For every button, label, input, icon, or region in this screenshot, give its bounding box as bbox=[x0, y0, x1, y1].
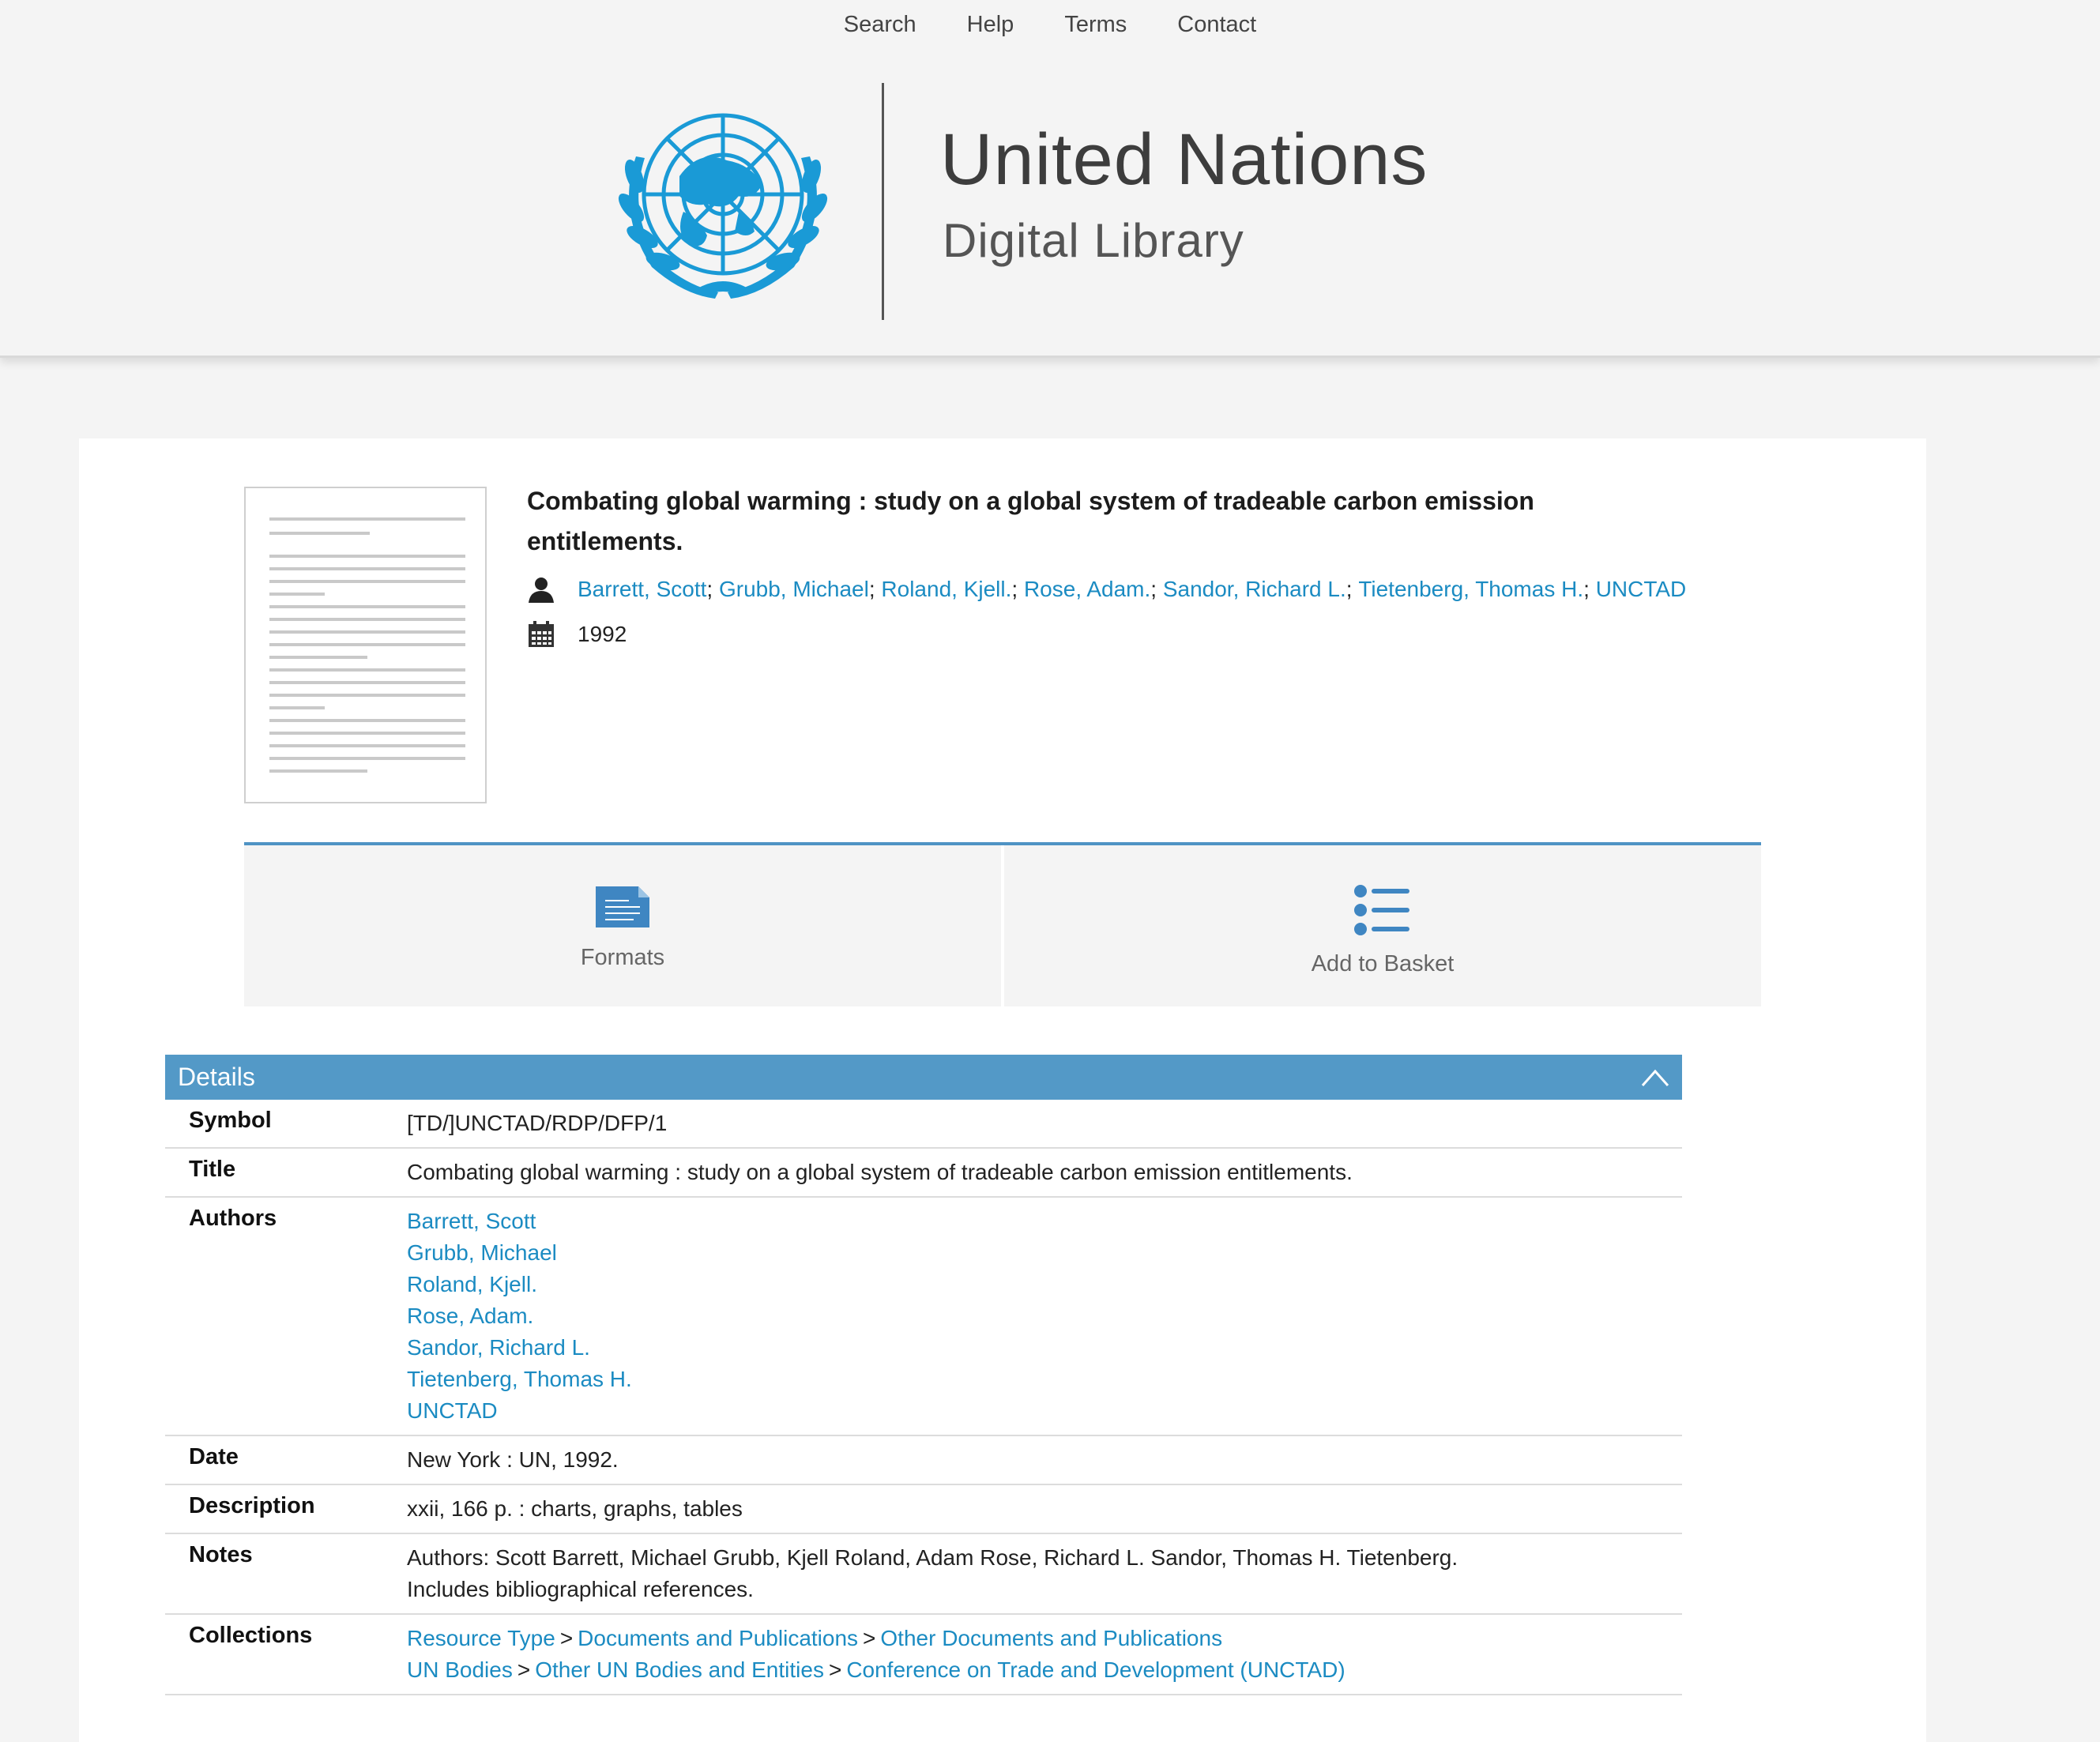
notes-line: Includes bibliographical references. bbox=[407, 1577, 754, 1601]
top-navigation bbox=[0, 8, 2100, 41]
record-date bbox=[527, 615, 627, 654]
collection-link[interactable]: UN Bodies bbox=[407, 1657, 513, 1682]
details-row-date bbox=[165, 1436, 1682, 1485]
add-to-basket-button[interactable] bbox=[1001, 845, 1761, 1006]
title-label: Title bbox=[189, 1157, 236, 1182]
formats-label: Formats bbox=[580, 945, 665, 970]
document-thumbnail[interactable] bbox=[244, 487, 487, 803]
symbol-value: [TD/]UNCTAD/RDP/DFP/1 bbox=[407, 1111, 668, 1135]
authors-value bbox=[407, 1198, 1682, 1435]
author-link[interactable]: Rose, Adam. bbox=[407, 1304, 534, 1328]
author-link[interactable]: Sandor, Richard L. bbox=[1162, 577, 1346, 601]
author-link[interactable]: Grubb, Michael bbox=[407, 1240, 557, 1265]
collection-link[interactable]: Resource Type bbox=[407, 1626, 555, 1650]
collection-link[interactable]: Other Documents and Publications bbox=[880, 1626, 1223, 1650]
nav-contact-link[interactable]: Contact bbox=[1177, 12, 1257, 37]
notes-value bbox=[407, 1534, 1682, 1613]
details-heading: Details bbox=[178, 1063, 255, 1091]
person-icon bbox=[527, 575, 555, 604]
details-row-description bbox=[165, 1485, 1682, 1534]
collection-link[interactable]: Documents and Publications bbox=[578, 1626, 859, 1650]
brand-divider bbox=[882, 83, 884, 320]
symbol-label: Symbol bbox=[189, 1108, 272, 1133]
description-value: xxii, 166 p. : charts, graphs, tables bbox=[407, 1496, 743, 1521]
author-link[interactable]: Rose, Adam. bbox=[1023, 577, 1151, 601]
notes-label: Notes bbox=[189, 1542, 253, 1567]
details-toggle[interactable] bbox=[165, 1055, 1682, 1100]
record-authors: Barrett, Scott ; Grubb, Michael ; Roland, Kjell. ; Rose, Adam. ; Sandor, Richard L. ; Tietenberg, Thomas H. ; UNCTAD bbox=[527, 570, 1686, 609]
details-table bbox=[165, 1100, 1682, 1695]
nav-search-link[interactable]: Search bbox=[843, 12, 916, 37]
title-value: Combating global warming : study on a global system of tradeable carbon emission entitlements. bbox=[407, 1160, 1353, 1184]
notes-line: Authors: Scott Barrett, Michael Grubb, Kjell Roland, Adam Rose, Richard L. Sandor, Thomas H. Tietenberg. bbox=[407, 1545, 1458, 1570]
author-link[interactable]: Barrett, Scott bbox=[407, 1209, 536, 1233]
document-icon bbox=[594, 885, 651, 929]
author-link[interactable]: Sandor, Richard L. bbox=[407, 1335, 590, 1360]
author-link[interactable]: UNCTAD bbox=[1595, 577, 1687, 601]
details-row-symbol bbox=[165, 1100, 1682, 1149]
collection-link[interactable]: Other UN Bodies and Entities bbox=[535, 1657, 824, 1682]
chevron-up-icon[interactable] bbox=[1641, 1068, 1669, 1087]
nav-terms-link[interactable]: Terms bbox=[1064, 12, 1127, 37]
description-label: Description bbox=[189, 1493, 315, 1518]
collection-breadcrumb: Resource Type > Documents and Publications > Other Documents and Publications bbox=[407, 1626, 1223, 1650]
author-link[interactable]: Roland, Kjell. bbox=[881, 577, 1012, 601]
collections-label: Collections bbox=[189, 1623, 313, 1648]
brand-subtitle[interactable]: Digital Library bbox=[943, 214, 1244, 267]
author-link[interactable]: Roland, Kjell. bbox=[407, 1272, 537, 1296]
collections-value bbox=[407, 1615, 1682, 1694]
record-title: Combating global warming : study on a global system of tradeable carbon emission entitlements. bbox=[527, 487, 1534, 555]
brand-title[interactable]: United Nations bbox=[940, 119, 1428, 200]
details-row-authors bbox=[165, 1198, 1682, 1436]
calendar-icon bbox=[527, 620, 555, 649]
record-actions bbox=[244, 842, 1761, 1006]
details-row-title bbox=[165, 1149, 1682, 1198]
collection-link[interactable]: Conference on Trade and Development (UNCTAD) bbox=[846, 1657, 1345, 1682]
nav-help-link[interactable]: Help bbox=[966, 12, 1014, 37]
date-value: New York : UN, 1992. bbox=[407, 1447, 619, 1472]
collection-breadcrumb: UN Bodies > Other UN Bodies and Entities > Conference on Trade and Development (UNCTAD) bbox=[407, 1657, 1345, 1682]
date-label: Date bbox=[189, 1444, 239, 1469]
author-link[interactable]: Tietenberg, Thomas H. bbox=[407, 1367, 632, 1391]
author-link[interactable]: UNCTAD bbox=[407, 1398, 498, 1423]
list-icon bbox=[1354, 885, 1411, 935]
add-to-basket-label: Add to Basket bbox=[1311, 951, 1455, 976]
author-link[interactable]: Barrett, Scott bbox=[578, 577, 707, 601]
un-emblem-icon[interactable] bbox=[604, 101, 841, 303]
authors-label: Authors bbox=[189, 1206, 277, 1231]
author-link[interactable]: Grubb, Michael bbox=[718, 577, 869, 601]
formats-button[interactable] bbox=[244, 845, 1001, 1006]
site-header bbox=[0, 0, 2100, 358]
author-link[interactable]: Tietenberg, Thomas H. bbox=[1358, 577, 1584, 601]
record-year: 1992 bbox=[578, 622, 627, 646]
details-row-collections bbox=[165, 1615, 1682, 1695]
details-row-notes bbox=[165, 1534, 1682, 1615]
